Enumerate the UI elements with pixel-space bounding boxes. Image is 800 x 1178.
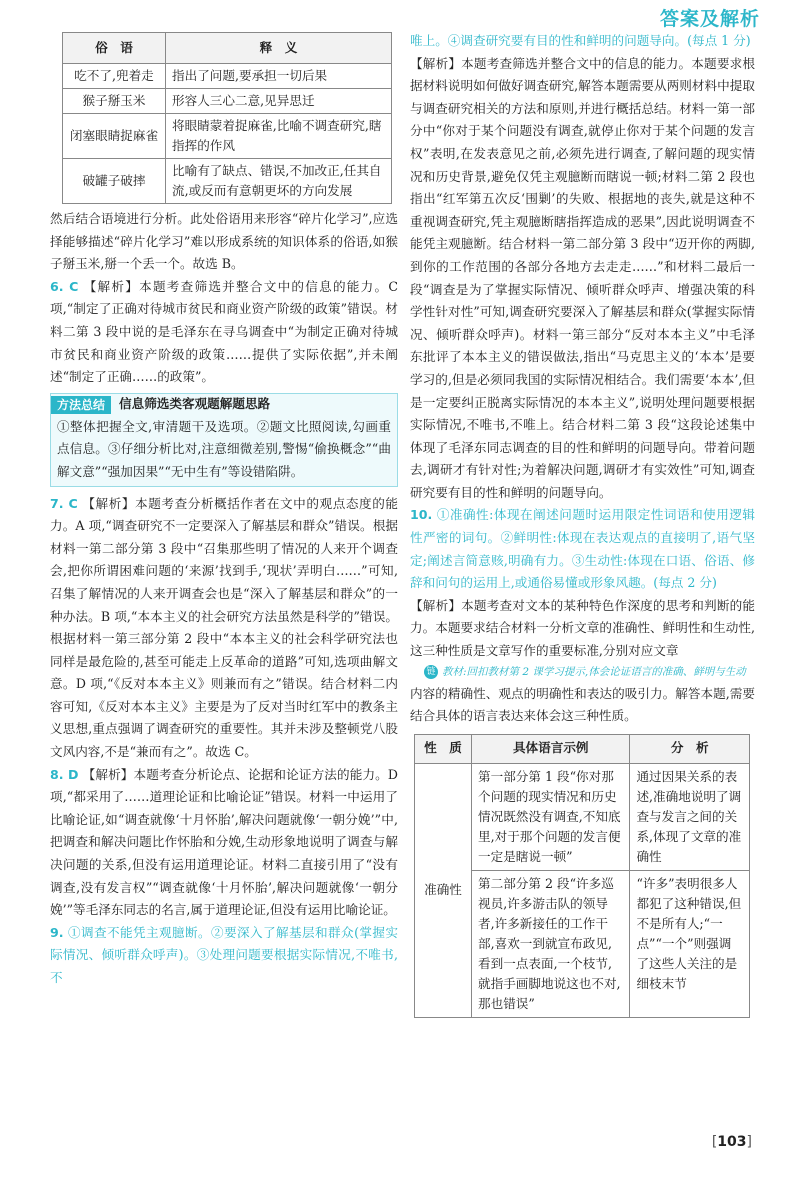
meaning-cell: 指出了问题,要承担一切后果: [166, 64, 392, 89]
analysis-table-header: [415, 734, 750, 763]
table-row: [415, 763, 750, 870]
meaning-cell: 形容人三心二意,见异思迁: [166, 89, 392, 114]
table-row: [63, 89, 392, 114]
question-10-explanation: 【解析】本题考查对文本的某种特色作深度的思考和判断的能力。本题要求结合材料一分析文章的准确性、鲜明性和生动性,这三种性质是文章写作的重要标准,分别对应文章: [410, 597, 755, 659]
question-number: 9.: [50, 924, 64, 940]
table-row: [63, 64, 392, 89]
page-header-title: 答案及解析: [659, 8, 760, 30]
right-column: [410, 30, 755, 1018]
analysis-table: [414, 734, 750, 1018]
analysis-cell: “许多”表明很多人都犯了这种错误,但不是所有人;“一点”“一个”则强调了这些人关注的是细枝末节: [630, 870, 750, 1017]
question-10: [410, 504, 755, 594]
explanation-text: 【解析】本题考查分析概括作者在文中的观点态度的能力。A 项,“调查研究不一定要深入了解基层和群众”错误。根据材料一第二部分第 3 段中“召集那些明了情况的人来开个调查会,把你所谓困难问题的‘来源’找到手,‘现状’弄明白……”可知,召集了解情况的人来开调查会也是“深入了解基层和群众”的一种办法。B 项,“本本主义的社会研究方法虽然是科学的”错误。根据材料一第三部分第 2 段中“本本主义的社会科学研究法也同样是最危险的,甚至可能走上反革命的道路”可知,选项曲解文意。D 项,“《反对本本主义》则兼而有之”错误。结合材料二内容可知,《反对本本主义》主要是为了反对当时红军中的教条主义思想,重点强调了调查研究的重要性。其并未涉及整顿党八股文风内容,不是“兼而有之”。故选 C。: [50, 495, 398, 760]
idiom-table-header: [63, 33, 392, 64]
explanation-text: 【解析】本题考查分析论点、论据和论证方法的能力。D 项,“都采用了……道理论证和比喻论证”错误。材料一中运用了比喻论证,如“调查就像‘十月怀胎’,解决问题就像‘一朝分娩’”中,把调查和解决问题比作怀胎和分娩,生动形象地说明了调查与解决问题的关系,但没有运用道理论证。材料二直接引用了“没有调查,没有发言权”“调查就像‘十月怀胎’,解决问题就像‘一朝分娩’”等毛泽东同志的名言,属于道理论证,但没有运用比喻论证。: [50, 766, 398, 918]
method-tag: 方法总结: [51, 396, 111, 414]
method-body: ①整体把握全文,审清题干及选项。②题文比照阅读,勾画重点信息。③仔细分析比对,注意细微差别,警惕“偷换概念”“曲解文意”“强加因果”“无中生有”等设错陷阱。: [57, 418, 391, 479]
question-9-answer-continued: [410, 30, 755, 53]
property-cell: 准确性: [415, 763, 472, 1017]
answer-text: ①调查不能凭主观臆断。②要深入了解基层和群众(掌握实际情况、倾听群众呼声)。③处理问题要根据实际情况,不唯书,不: [50, 924, 398, 985]
meaning-cell: 将眼睛蒙着捉麻雀,比喻不调查研究,瞎指挥的作风: [166, 114, 392, 159]
analysis-col-header: 具体语言示例: [472, 734, 630, 763]
example-cell: 第二部分第 2 段“许多巡视员,许多游击队的领导者,许多新接任的工作干部,喜欢一到就宣布政见,看到一点表面,一个枝节,就指手画脚地说这也不对,那也错误”: [472, 870, 630, 1017]
question-number: 10.: [410, 507, 433, 523]
idiom-cell: 吃不了,兜着走: [63, 64, 166, 89]
note-text: 教材:回扣教材第 2 课学习提示,体会论证语言的准确、鲜明与生动: [442, 665, 746, 678]
answer-text: 唯上。④调查研究要有目的性和鲜明的问题导向。(每点 1 分): [410, 33, 751, 48]
example-cell: 第一部分第 1 段“你对那个问题的现实情况和历史情况既然没有调查,不知底里,对于那个问题的发言便一定是瞎说一顿”: [472, 763, 630, 870]
question-number: 6. C: [50, 278, 79, 294]
analysis-cell: 通过因果关系的表述,准确地说明了调查与发言之间的关系,体现了文章的准确性: [630, 763, 750, 870]
idiom-cell: 破罐子破摔: [63, 159, 166, 204]
method-title: 信息筛选类客观题解题思路: [119, 396, 271, 412]
meaning-cell: 比喻有了缺点、错误,不加改正,任其自流,或反而有意朝更坏的方向发展: [166, 159, 392, 204]
table-row: [63, 159, 392, 204]
left-column: [50, 30, 398, 990]
analysis-col-header: 性 质: [415, 734, 472, 763]
question-6: [50, 276, 398, 389]
idiom-col-header: 释 义: [166, 33, 392, 64]
idiom-cell: 猴子掰玉米: [63, 89, 166, 114]
paragraph: 然后结合语境进行分析。此处俗语用来形容“碎片化学习”,应选择能够描述“碎片化学习”难以形成系统的知识体系的俗语,如猴子掰玉米,掰一个丢一个。故选 B。: [50, 211, 398, 272]
question-10-explanation-cont: 内容的精确性、观点的明确性和表达的吸引力。解答本题,需要结合具体的语言表达来体会这三种性质。: [410, 685, 755, 724]
question-9-explanation: 【解析】本题考查筛选并整合文中的信息的能力。本题要求根据材料说明如何做好调查研究,解答本题需要从两则材料中提取与调查研究相关的方法和原则,并进行概括总结。材料一第一部分中“你对于某个问题没有调查,就停止你对于某个问题的发言权”表明,在发表意见之前,必须先进行调查,了解问题的现实情况和历史背景,避免仅凭主观臆断而瞎说一顿;材料二第 2 段也指出“红军第五次反‘围剿’的失败、根据地的丧失,就是这种不重视调查研究,凭主观臆断瞎指挥造成的恶果”,因此说明调查不能凭主观臆断。结合材料一第二部分第 3 段中“迈开你的两脚,到你的工作范围的各部分各地方去走走……”和材料二最后一段“调查是为了掌握实际情况、倾听群众呼声、增强决策的科学性针对性”可知,调查研究要深入了解基层和群众(掌握实际情况、倾听群众呼声)。材料一第三部分“反对本本主义”中毛泽东批评了本本主义的错误做法,指出“马克思主义的‘本本’是要学习的,但是必须同我国的实际情况相结合。我们需要‘本本’,但是一定要纠正脱离实际情况的本本主义”,说明处理问题要根据实际情况,不唯书,不唯上。结合材料二第 3 段“这段论述集中体现了毛泽东同志调查的目的性和鲜明的问题导向。带着问题去,调研才有针对性;为着解决问题,调研才有实效性”可知,调查研究要有目的性和鲜明的问题导向。: [410, 55, 755, 500]
question-9: [50, 922, 398, 990]
method-summary-box: [50, 393, 398, 487]
answer-text: ①准确性:体现在阐述问题时运用限定性词语和使用逻辑性严密的词句。②鲜明性:体现在表达观点的直接明了,语气坚定;阐述言简意赅,明确有力。③生动性:体现在口语、俗语、修辞和问句的运用上,或通俗易懂或形象风趣。(每点 2 分): [410, 507, 755, 591]
question-number: 8. D: [50, 766, 79, 782]
idiom-cell: 闭塞眼睛捉麻雀: [63, 114, 166, 159]
question-number: 7. C: [50, 495, 78, 511]
page-number: [103]: [711, 1134, 752, 1150]
page-number-value: 103: [717, 1134, 747, 1150]
analysis-col-header: 分 析: [630, 734, 750, 763]
link-icon: 链: [424, 665, 438, 679]
question-8: [50, 764, 398, 922]
idiom-col-header: 俗 语: [63, 33, 166, 64]
idiom-table: [62, 32, 392, 204]
question-7: [50, 493, 398, 764]
explanation-text: 【解析】本题考查筛选并整合文中的信息的能力。C 项,“制定了正确对待城市贫民和商业资产阶级的政策”错误。材料二第 3 段中说的是毛泽东在寻乌调查中“为制定正确对待城市贫民和商业资产阶级的政策……提供了实际依据”,并未阐述“制定了正确……的政策”。: [50, 278, 398, 385]
textbook-note: [424, 665, 755, 679]
table-row: [63, 114, 392, 159]
method-summary-header: [51, 394, 397, 416]
